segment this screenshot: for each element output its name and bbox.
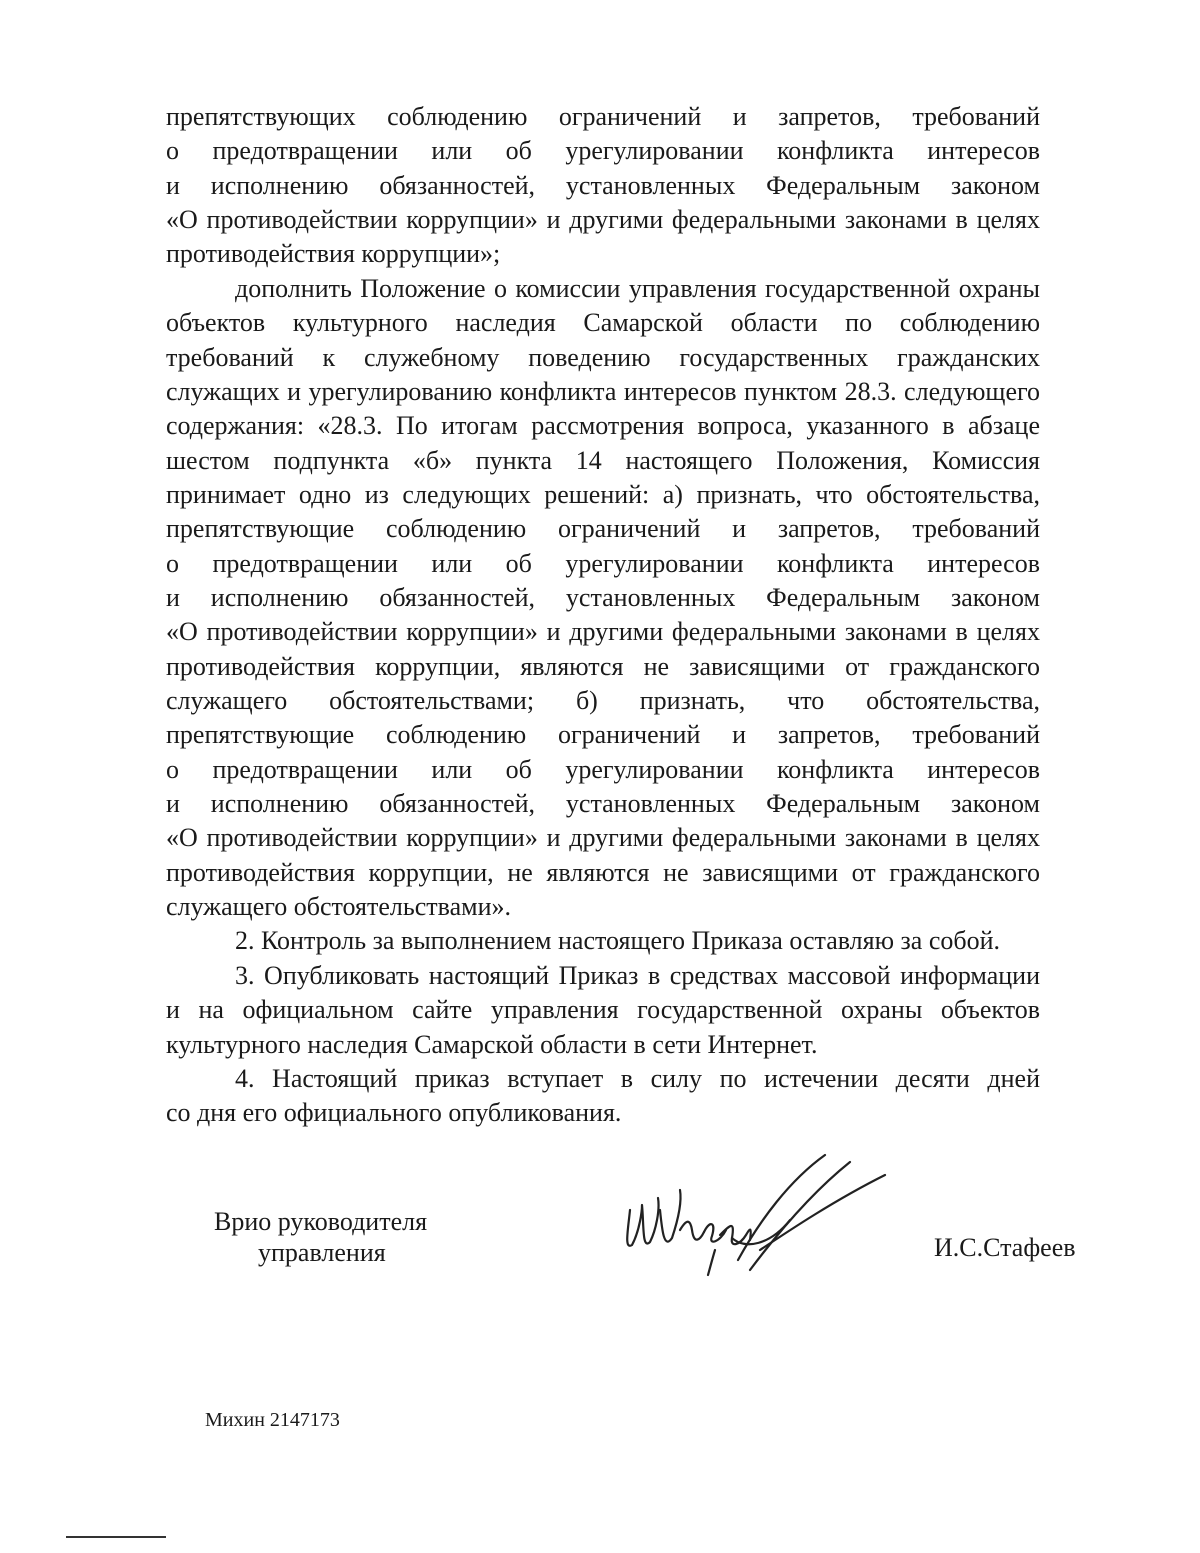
document-line: противодействия коррупции»; <box>166 239 501 269</box>
document-line: 4. Настоящий приказ вступает в силу по истечении десяти дней <box>235 1063 1040 1093</box>
document-line: о предотвращении или об урегулировании конфликта интересов <box>166 548 1040 578</box>
executor-note: Михин 2147173 <box>205 1409 340 1431</box>
document-line: и исполнению обязанностей, установленных Федеральным законом <box>166 170 1040 200</box>
document-line: «О противодействии коррупции» и другими федеральными законами в целях <box>166 823 1040 853</box>
document-line: 2. Контроль за выполнением настоящего Приказа оставляю за собой. <box>235 926 1001 956</box>
document-line: служащих и урегулированию конфликта интересов пунктом 28.3. следующего <box>166 376 1040 406</box>
handwritten-signature <box>620 1150 890 1280</box>
document-line: и исполнению обязанностей, установленных Федеральным законом <box>166 789 1040 818</box>
document-line: противодействия коррупции, являются не зависящими от гражданского <box>166 651 1040 681</box>
document-line: препятствующих соблюдению ограничений и запретов, требований <box>166 102 1040 131</box>
document-line: о предотвращении или об урегулировании конфликта интересов <box>166 754 1040 784</box>
document-line: 3. Опубликовать настоящий Приказ в средствах массовой информации <box>235 960 1040 990</box>
document-line: содержания: «28.3. По итогам рассмотрения вопроса, указанного в абзаце <box>166 411 1040 441</box>
document-line: препятствующие соблюдению ограничений и запретов, требований <box>166 720 1040 750</box>
document-line: со дня его официального опубликования. <box>166 1098 622 1128</box>
document-line: служащего обстоятельствами; б) признать, что обстоятельства, <box>166 686 1040 715</box>
document-line: о предотвращении или об урегулировании конфликта интересов <box>166 136 1040 166</box>
document-line: «О противодействии коррупции» и другими федеральными законами в целях <box>166 617 1040 647</box>
document-line: препятствующие соблюдению ограничений и запретов, требований <box>166 514 1040 544</box>
signatory-role-line2: управления <box>258 1238 386 1267</box>
signatory-role-line1: Врио руководителя <box>214 1207 428 1236</box>
document-line: требований к служебному поведению государственных гражданских <box>166 342 1040 372</box>
document-line: служащего обстоятельствами». <box>166 892 511 922</box>
document-line: и на официальном сайте управления государственной охраны объектов <box>166 995 1040 1025</box>
document-line: противодействия коррупции, не являются не зависящими от гражданского <box>166 857 1040 887</box>
document-line: принимает одно из следующих решений: а) признать, что обстоятельства, <box>166 479 1040 509</box>
footer-rule <box>66 1536 166 1538</box>
signatory-name: И.С.Стафеев <box>934 1233 1076 1262</box>
document-line: культурного наследия Самарской области в сети Интернет. <box>166 1029 818 1059</box>
document-line: объектов культурного наследия Самарской области по соблюдению <box>166 308 1040 338</box>
document-line: и исполнению обязанностей, установленных Федеральным законом <box>166 582 1040 612</box>
document-line: дополнить Положение о комиссии управления государственной охраны <box>235 273 1040 303</box>
document-line: шестом подпункта «б» пункта 14 настоящего Положения, Комиссия <box>166 445 1040 475</box>
document-line: «О противодействии коррупции» и другими федеральными законами в целях <box>166 205 1040 235</box>
